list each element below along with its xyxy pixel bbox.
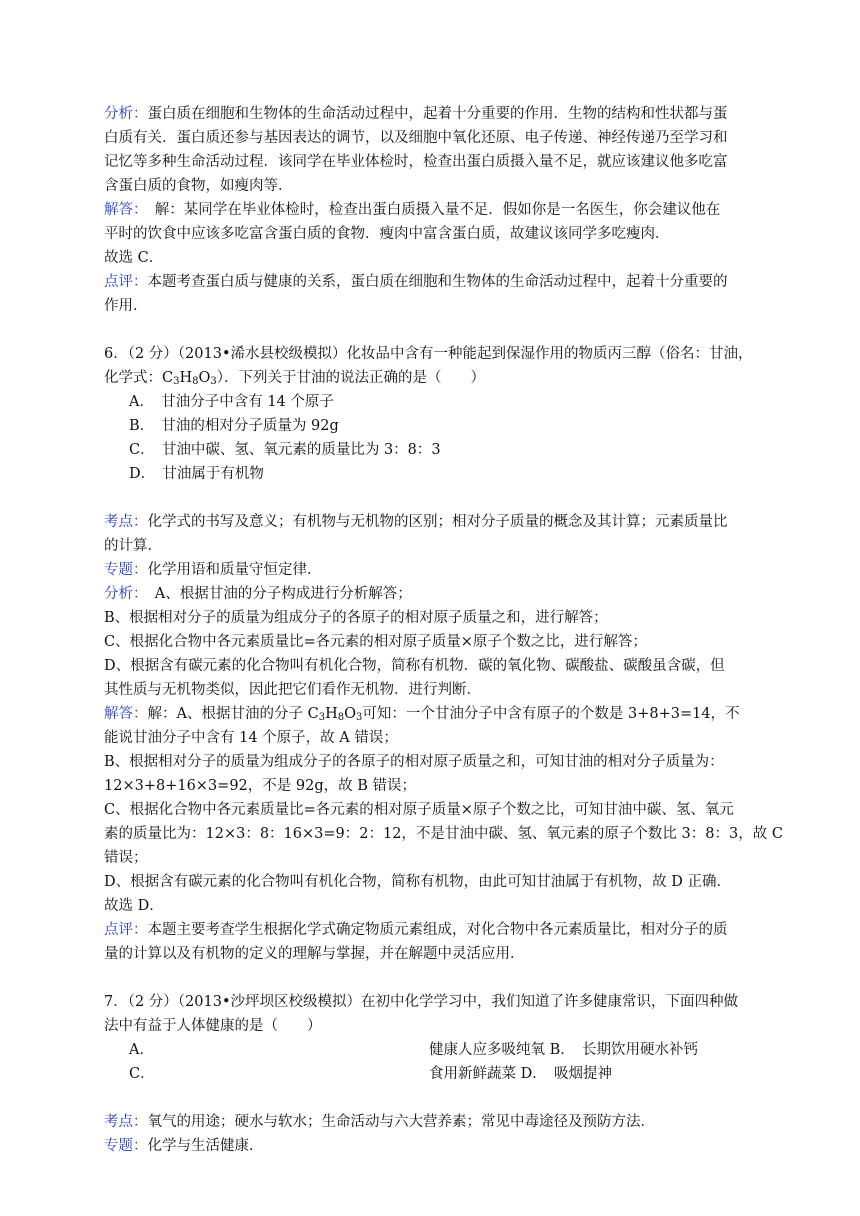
q7-stem-line-1: 7．（2 分）（2013•沙坪坝区校级模拟）在初中化学学习中，我们知道了许多健康常识，下面四种做: [104, 994, 739, 1010]
q6-comment-line-2: 量的计算以及有机物的定义的理解与掌握，并在解题中灵活应用．: [104, 946, 525, 962]
point-label: 考点：: [104, 514, 148, 530]
q7-point-text: 氧气的用途；硬水与软水；生命活动与六大营养素；常见中毒途径及预防方法．: [147, 1114, 655, 1130]
q6-option-b: B． 甘油的相对分子质量为 92g: [129, 418, 339, 434]
q6-point-line-1: 化学式的书写及意义；有机物与无机物的区别；相对分子质量的概念及其计算；元素质量比: [147, 514, 728, 530]
q5-analysis-line-4: 含蛋白质的食物，如瘦肉等．: [104, 178, 293, 194]
comment-label: 点评：: [104, 274, 148, 290]
q6-answer-line-7: 错误；: [104, 850, 148, 866]
q5-answer-line-3: 故选 C．: [104, 250, 164, 266]
q6-option-d: D． 甘油属于有机物: [129, 466, 264, 482]
q6-stem-line-1: 6．（2 分）（2013•浠水县校级模拟）化妆品中含有一种能起到保湿作用的物质丙三醇（俗名：甘油，: [104, 346, 753, 362]
q6-option-a: A． 甘油分子中含有 14 个原子: [129, 394, 334, 410]
q5-comment-line-2: 作用．: [104, 298, 148, 314]
q7-option-row-2: [104, 1062, 756, 1086]
q6-analysis-line-4: D、根据含有碳元素的化合物叫有机化合物，简称有机物．碳的氧化物、碳酸盐、碳酸虽含碳，但: [104, 658, 725, 674]
q6-analysis-line-1: A、根据甘油的分子构成进行分析解答；: [140, 586, 412, 602]
q6-analysis-line-2: B、根据相对分子的质量为组成分子的各原子的相对原子质量之和，进行解答；: [104, 610, 608, 626]
q7-option-a-label: A．: [129, 1042, 154, 1058]
topic-label: 专题：: [104, 1138, 148, 1154]
q6-point: [104, 510, 756, 558]
analysis-label: 分析：: [104, 586, 141, 602]
q6-comment: [104, 918, 756, 966]
document-page: [104, 102, 783, 1158]
q5-comment-line-1: 本题考查蛋白质与健康的关系，蛋白质在细胞和生物体的生命活动过程中，起着十分重要的: [147, 274, 728, 290]
comment-label: 点评：: [104, 922, 148, 938]
point-label: 考点：: [104, 1114, 148, 1130]
q5-analysis: [104, 102, 756, 198]
q5-answer: [104, 198, 756, 270]
q6-answer-line-8: D、根据含有碳元素的化合物叫有机化合物，简称有机物，由此可知甘油属于有机物，故 D 正确．: [104, 874, 731, 890]
q6-stem-line-2: 化学式：$C_3H_8O_3$）．下列关于甘油的说法正确的是（ ）: [104, 370, 486, 387]
q6-stem: [104, 342, 756, 390]
q6-point-line-2: 的计算．: [104, 538, 162, 554]
q5-comment: [104, 270, 756, 318]
q6-answer-line-5: C、根据化合物中各元素质量比=各元素的相对原子质量×原子个数之比，可知甘油中碳、氢、氧元: [104, 802, 734, 818]
q6-topic: [104, 558, 756, 582]
q5-analysis-line-1: 蛋白质在细胞和生物体的生命活动过程中，起着十分重要的作用．生物的结构和性状都与蛋: [147, 106, 728, 122]
q5-analysis-line-3: 记忆等多种生命活动过程．该同学在毕业体检时，检查出蛋白质摄入量不足，就应该建议他多吃富: [104, 154, 728, 170]
q7-stem: [104, 990, 756, 1038]
q6-answer-line-6: 素的质量比为：12×3：8：16×3=9：2：12，不是甘油中碳、氢、氧元素的原子个数比 3：8：3，故 C: [104, 826, 783, 842]
q5-analysis-line-2: 白质有关．蛋白质还参与基因表达的调节，以及细胞中氧化还原、电子传递、神经传递乃至学习和: [104, 130, 728, 146]
q6-answer-line-9: 故选 D．: [104, 898, 164, 914]
q6-analysis: [104, 582, 756, 702]
q7-point: [104, 1110, 756, 1134]
q6-options: [104, 390, 756, 486]
q7-options: [104, 1038, 756, 1086]
q6-analysis-line-3: C、根据化合物中各元素质量比=各元素的相对原子质量×原子个数之比，进行解答；: [104, 634, 647, 650]
q6-topic-text: 化学用语和质量守恒定律．: [147, 562, 322, 578]
q7-stem-line-2: 法中有益于人体健康的是（ ）: [104, 1018, 322, 1034]
q7-option-row-1: [104, 1038, 756, 1062]
q5-answer-line-2: 平时的饮食中应该多吃富含蛋白质的食物．瘦肉中富含蛋白质，故建议该同学多吃瘦肉．: [104, 226, 670, 242]
q7-topic-text: 化学与生活健康．: [147, 1138, 264, 1154]
q7-option-c-d-text: 食用新鲜蔬菜 D． 吸烟提神: [429, 1066, 612, 1082]
topic-label: 专题：: [104, 562, 148, 578]
q7-option-c-label: C．: [129, 1066, 155, 1082]
q6-comment-line-1: 本题主要考查学生根据化学式确定物质元素组成，对化合物中各元素质量比，相对分子的质: [147, 922, 728, 938]
q6-answer-line-3: B、根据相对分子的质量为组成分子的各原子的相对原子质量之和，可知甘油的相对分子质量为：: [104, 754, 724, 770]
q6-answer-line-4: 12×3+8+16×3=92，不是 92g，故 B 错误；: [104, 778, 416, 794]
q6-analysis-line-5: 其性质与无机物类似，因此把它们看作无机物．进行判断．: [104, 682, 481, 698]
q7-topic: [104, 1134, 756, 1158]
answer-label: 解答：: [104, 202, 141, 218]
q7-option-a-b-text: 健康人应多吸纯氧 B． 长期饮用硬水补钙: [429, 1042, 699, 1058]
q6-answer-line-2: 能说甘油分子中含有 14 个原子，故 A 错误；: [104, 730, 398, 746]
analysis-label: 分析：: [104, 106, 148, 122]
answer-label: 解答：: [104, 706, 148, 722]
q5-answer-line-1: 解：某同学在毕业体检时，检查出蛋白质摄入量不足．假如你是一名医生，你会建议他在: [140, 202, 721, 218]
q6-option-c: C． 甘油中碳、氢、氧元素的质量比为 3：8：3: [129, 442, 441, 458]
q6-answer: 解答：解：A、根据甘油的分子 $C_3H_8O_3$可知：一个甘油分子中含有原子的个数是 3+8+3=14，不 能说甘油分子中含有 14 个原子，故 A 错误； B、根据相对分子的质量为组成分子的各原子的相对原子质量之和，可知甘油的相对分子质量为： 12×3+8+16×3=92，不是 92g，故 B 错误； C、根据化合物中各元素质量比=各元素的相对原子质量×原子个数之比，可知甘油中碳、氢、氧元 素的质量比为：12×3：8：16×3=9：2：12，不是甘油中碳、氢、氧元素的原子个数比 3：8：3，故 C 错误； D、根据含有碳元素的化合物叫有机化合物，简称有机物，由此可知甘油属于有机物，故 D 正确． 故选 D．: [104, 702, 756, 918]
